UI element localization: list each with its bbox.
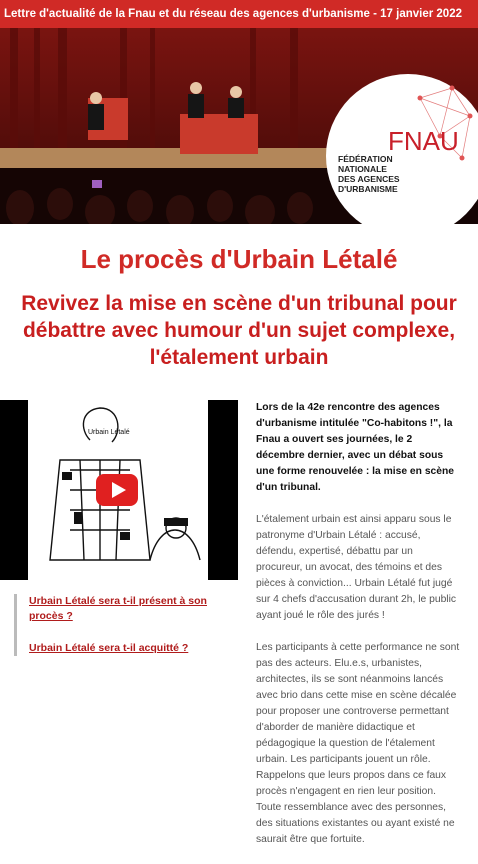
logo-text-line: DES AGENCES	[338, 174, 400, 184]
article-lead: Lors de la 42e rencontre des agences d'urbanisme intitulée "Co-habitons !", la Fnau a ouvert ses journées, le 2 décembre dernier, avec un débat sous une forme renouvelée : la mise en scène d'un tribunal.	[256, 402, 455, 493]
newsletter-header-bar	[0, 0, 478, 28]
fnau-logo-initials: FNAU	[388, 126, 459, 156]
play-icon[interactable]	[96, 474, 138, 506]
article-body	[256, 400, 462, 864]
logo-text-line: D'URBANISME	[338, 184, 398, 194]
logo-text-line: NATIONALE	[338, 164, 387, 174]
fnau-network-graphic	[0, 28, 478, 224]
newsletter-date-line: Lettre d'actualité de la Fnau et du réseau des agences d'urbanisme - 17 janvier 2022	[4, 8, 462, 20]
article-paragraph-2: Les participants à cette performance ne sont pas des acteurs. Elu.e.s, urbanistes, architectes, ils se sont néanmoins lancés avec brio dans cette mise en scène décalée pour proposer une controverse permettant d'aborder de manière didactique et pédagogique la question de l'étalement urbain. Les participants jouent un rôle. Rappelons que leurs propos dans ce faux procès n'engagent en rien leur position. Toute ressemblance avec des personnes, des situations existantes ou ayant existé ne saurait être que fortuite.	[256, 642, 460, 845]
link-acquitte[interactable]: Urbain Létalé sera t-il acquitté ?	[29, 642, 189, 654]
fnau-logo-text	[338, 154, 422, 194]
article-subtitle: Revivez la mise en scène d'un tribunal pour débattre avec humour d'un sujet complexe, l'étalement urbain	[21, 292, 457, 369]
hero-banner	[0, 28, 478, 224]
article-title: Le procès d'Urbain Létalé	[80, 244, 398, 274]
video-caption: Urbain Létalé	[88, 429, 130, 436]
article-paragraph-1: L'étalement urbain est ainsi apparu sous le patronyme d'Urbain Létalé : accusé, défendu, expertisé, débattu par un procureur, un avocat, des témoins et des pièces à conviction... Urbain Létalé fut jugé sur 4 chefs d'accusation durant 2h, le public ayant joué le rôle des jurés !	[256, 514, 457, 621]
related-links	[14, 594, 229, 656]
logo-text-line: FÉDÉRATION	[338, 154, 393, 164]
link-present-au-proces[interactable]: Urbain Létalé sera t-il présent à son procès ?	[29, 595, 207, 622]
